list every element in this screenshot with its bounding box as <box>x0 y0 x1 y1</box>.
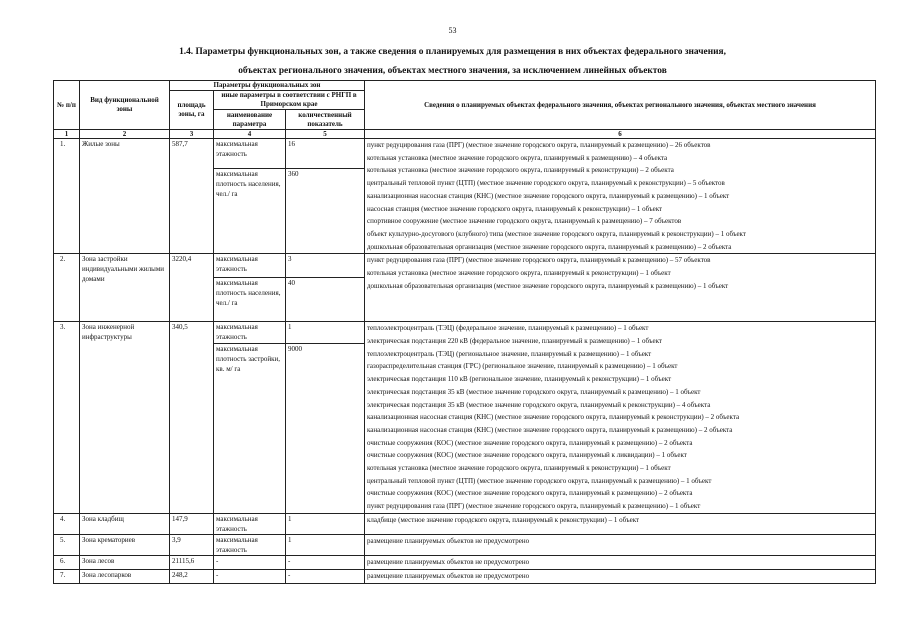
planned-object-item: пункт редуцирования газа (ПРГ) (местное значение городского округа, планируемый к размещению) – 1 объект <box>367 502 701 511</box>
document-title <box>30 43 875 81</box>
planned-object-item: электрическая подстанция 220 кВ (федеральное значение, планируемый к размещению) – 1 объект <box>367 337 662 346</box>
planned-object-item: насосная станция (местное значение городского округа, планируемый к реконструкции) – 1 объект <box>367 204 663 213</box>
header-param-name: наименование параметра <box>214 110 286 130</box>
zone-name: Зона лесопарков <box>80 570 170 584</box>
param-name: - <box>214 570 286 584</box>
param-value: 360 <box>286 169 365 254</box>
planned-object-item: кладбище (местное значение городского округа, планируемый к реконструкции) – 1 объект <box>367 516 640 525</box>
param-value: - <box>286 570 365 584</box>
zone-name: Зона кладбищ <box>80 514 170 535</box>
planned-object-item: центральный тепловой пункт (ЦТП) (местное значение городского округа, планируемый к реконструкции) – 5 объектов <box>367 179 725 188</box>
zone-name: Жилые зоны <box>80 139 170 254</box>
param-value: 16 <box>286 139 365 169</box>
planned-object-item: пункт редуцирования газа (ПРГ) (местное значение городского округа, планируемый к размещению) – 26 объектов <box>367 141 711 149</box>
param-value: 1 <box>286 322 365 344</box>
planned-object-item: очистные сооружения (КОС) (местное значение городского округа, планируемый к размещению) – 2 объекта <box>367 438 693 447</box>
header-param-value: количественный показатель <box>286 110 365 130</box>
page-number: 53 <box>448 26 457 35</box>
planned-object-item: электрическая подстанция 110 кВ (региональное значение, планируемый к реконструкции) – 1 объект <box>367 375 672 384</box>
zone-area: 3220,4 <box>170 254 214 322</box>
planned-objects-cell <box>365 254 876 322</box>
zone-number: 5. <box>54 535 80 556</box>
column-numbers-row <box>54 130 876 139</box>
planned-object-item: котельная установка (местное значение городского округа, планируемый к реконструкции) – 1 объект <box>367 269 671 278</box>
planned-object-item: теплоэлектроцентраль (ТЭЦ) (региональное значение, планируемый к размещению) – 1 объект <box>367 349 652 358</box>
zone-row <box>54 322 876 344</box>
planned-object-item: центральный тепловой пункт (ЦТП) (местное значение городского округа, планируемый к размещению) – 1 объект <box>367 476 712 485</box>
column-number: 1 <box>54 130 80 139</box>
zone-area: 587,7 <box>170 139 214 254</box>
param-name: максимальная этажность <box>214 514 286 535</box>
param-value: 9000 <box>286 344 365 514</box>
header-other-params: иные параметры в соответствии с РНГП в Приморском крае <box>214 91 365 110</box>
param-name: - <box>214 556 286 570</box>
zones-table <box>53 80 876 584</box>
planned-object-item: электрическая подстанция 35 кВ (местное значение городского округа, планируемый к размещению) – 1 объект <box>367 387 701 396</box>
planned-object-item: очистные сооружения (КОС) (местное значение городского округа, планируемый к размещению) – 2 объекта <box>367 489 693 498</box>
planned-object-item: газораспределительная станция (ГРС) (региональное значение, планируемый к размещению) – 1 объект <box>367 362 678 371</box>
param-value: 3 <box>286 254 365 278</box>
planned-object-item: котельная установка (местное значение городского округа, планируемый к реконструкции) – 1 объект <box>367 464 671 473</box>
zone-area: 3,9 <box>170 535 214 556</box>
zone-row <box>54 139 876 169</box>
planned-object-item: очистные сооружения (КОС) (местное значение городского округа, планируемый к ликвидации) – 1 объект <box>367 451 687 460</box>
param-name: максимальная этажность <box>214 139 286 169</box>
header-zone-type: Вид функциональной зоны <box>80 81 170 130</box>
zone-number: 2. <box>54 254 80 322</box>
column-number: 4 <box>214 130 286 139</box>
column-number: 2 <box>80 130 170 139</box>
zone-number: 1. <box>54 139 80 254</box>
param-name: максимальная этажность <box>214 535 286 556</box>
zone-name: Зона застройки индивидуальными жилыми домами <box>80 254 170 322</box>
planned-object-item: спортивное сооружение (местное значение городского округа, планируемый к размещению) – 7 объектов <box>367 217 682 226</box>
planned-objects-cell <box>365 570 876 584</box>
planned-objects-cell <box>365 535 876 556</box>
zone-area: 248,2 <box>170 570 214 584</box>
title-line-2: объектах регионального значения, объектах местного значения, за исключением линейных объектов <box>238 66 667 76</box>
planned-object-item: объект культурно-досугового (клубного) типа (местное значение городского округа, планируемый к реконструкции) – 1 объект <box>367 229 746 238</box>
planned-object-item: размещение планируемых объектов не предусмотрено <box>367 558 530 567</box>
planned-object-item: дошкольная образовательная организация (местное значение городского округа, планируемый к размещению) – 1 объект <box>367 281 729 290</box>
param-name: максимальная этажность <box>214 254 286 278</box>
planned-object-item: теплоэлектроцентраль (ТЭЦ) (федеральное значение, планируемый к размещению) – 1 объект <box>367 324 649 333</box>
planned-object-item: пункт редуцирования газа (ПРГ) (местное значение городского округа, планируемый к размещению) – 57 объектов <box>367 256 711 265</box>
planned-objects-cell <box>365 322 876 514</box>
column-number: 3 <box>170 130 214 139</box>
zone-area: 340,5 <box>170 322 214 514</box>
zone-number: 6. <box>54 556 80 570</box>
zone-number: 4. <box>54 514 80 535</box>
param-value: - <box>286 556 365 570</box>
param-name: максимальная этажность <box>214 322 286 344</box>
planned-object-item: размещение планируемых объектов не предусмотрено <box>367 572 530 581</box>
planned-object-item: электрическая подстанция 35 кВ (местное значение городского округа, планируемый к реконструкции) – 4 объекта <box>367 400 711 409</box>
param-value: 1 <box>286 535 365 556</box>
param-name: максимальная плотность населения, чел./ га <box>214 169 286 254</box>
param-value: 40 <box>286 278 365 322</box>
zone-name: Зона лесов <box>80 556 170 570</box>
planned-object-item: дошкольная образовательная организация (местное значение городского округа, планируемый к размещению) – 2 объекта <box>367 242 732 251</box>
zone-row <box>54 570 876 584</box>
zone-name: Зона крематориев <box>80 535 170 556</box>
planned-object-item: канализационная насосная станция (КНС) (местное значение городского округа, планируемый к реконструкции) – 2 объекта <box>367 413 740 422</box>
zone-area: 21115,6 <box>170 556 214 570</box>
zone-number: 7. <box>54 570 80 584</box>
planned-object-item: размещение планируемых объектов не предусмотрено <box>367 537 530 546</box>
header-objects: Сведения о планируемых объектах федерального значения, объектах регионального значения, объектах местного значения <box>365 81 876 130</box>
planned-objects-cell <box>365 139 876 254</box>
param-name: максимальная плотность населения, чел./ га <box>214 278 286 322</box>
zone-row <box>54 535 876 556</box>
column-number: 6 <box>365 130 876 139</box>
zone-area: 147,9 <box>170 514 214 535</box>
planned-objects-cell <box>365 514 876 535</box>
param-value: 1 <box>286 514 365 535</box>
title-line-1: 1.4. Параметры функциональных зон, а также сведения о планируемых для размещения в них объектах федерального значения, <box>179 47 726 57</box>
header-num: № п/п <box>54 81 80 130</box>
zone-name: Зона инженерной инфраструктуры <box>80 322 170 514</box>
header-params-group: Параметры функциональных зон <box>170 81 365 91</box>
planned-objects-cell <box>365 556 876 570</box>
zone-row <box>54 556 876 570</box>
zone-row <box>54 514 876 535</box>
planned-object-item: канализационная насосная станция (КНС) (местное значение городского округа, планируемый к размещению) – 1 объект <box>367 191 730 200</box>
planned-object-item: котельная установка (местное значение городского округа, планируемый к размещению) – 4 объекта <box>367 153 668 162</box>
param-name: максимальная плотность застройки, кв. м/ га <box>214 344 286 514</box>
zone-number: 3. <box>54 322 80 514</box>
planned-object-item: котельная установка (местное значение городского округа, планируемый к реконструкции) – 2 объекта <box>367 166 674 175</box>
planned-object-item: канализационная насосная станция (КНС) (местное значение городского округа, планируемый к размещению) – 2 объекта <box>367 425 733 434</box>
header-area: площадь зоны, га <box>170 91 214 130</box>
column-number: 5 <box>286 130 365 139</box>
zone-row <box>54 254 876 278</box>
